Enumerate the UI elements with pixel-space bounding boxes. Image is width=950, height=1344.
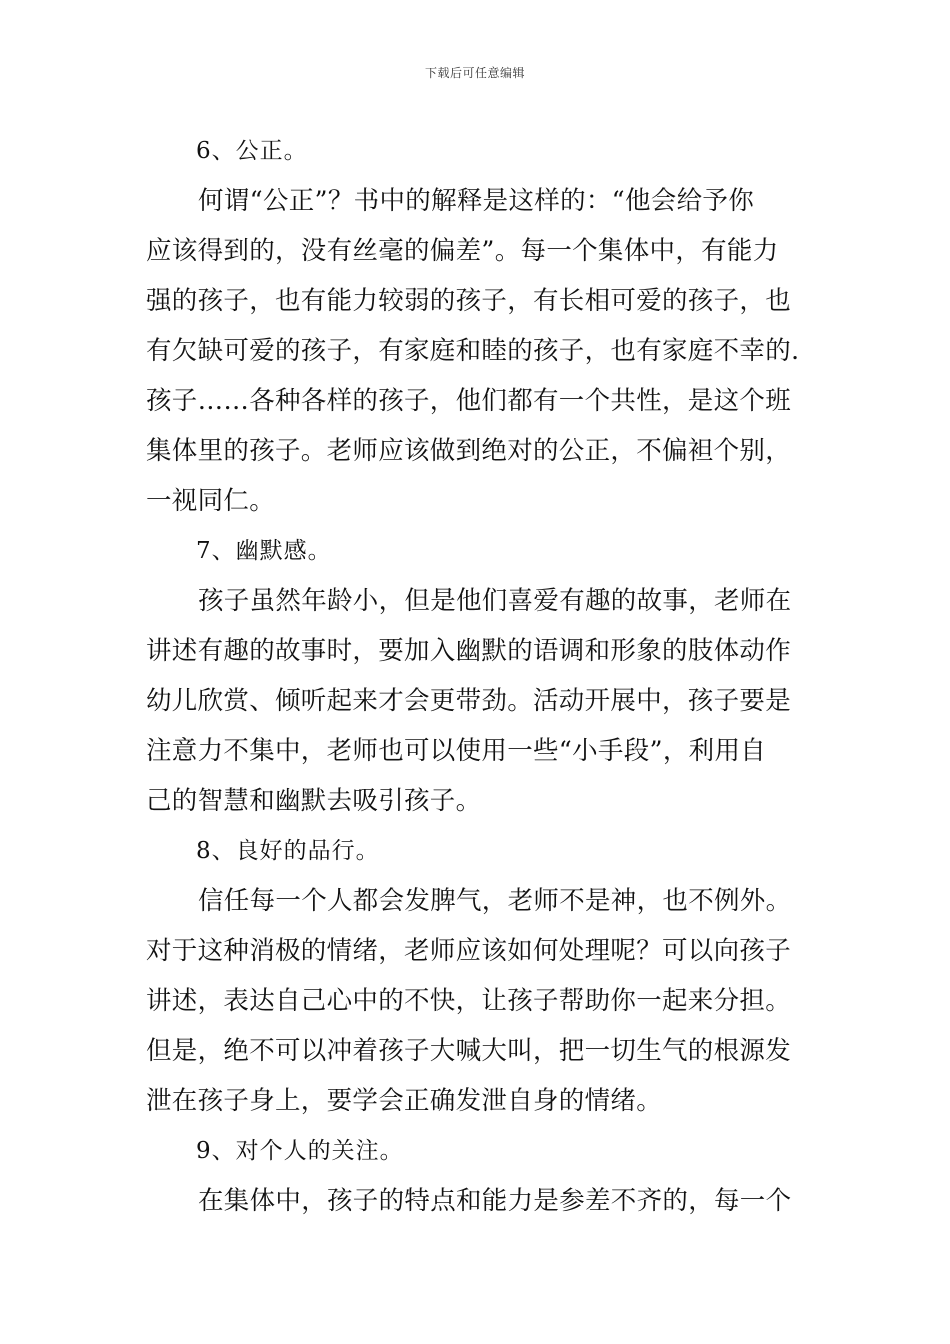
paragraph-line: 孩子……各种各样的孩子，他们都有一个共性，是这个班 bbox=[146, 386, 792, 416]
page-header: 下载后可任意编辑 bbox=[424, 66, 525, 80]
paragraph-line: 讲述有趣的故事时，要加入幽默的语调和形象的肢体动作 bbox=[146, 636, 792, 666]
section-heading-9: 9、对个人的关注。 bbox=[196, 1138, 404, 1164]
paragraph-line: 一视同仁。 bbox=[146, 486, 276, 516]
section-heading-6: 6、公正。 bbox=[196, 138, 308, 164]
paragraph-line: 对于这种消极的情绪，老师应该如何处理呢？可以向孩子 bbox=[146, 936, 792, 966]
paragraph-line: 有欠缺可爱的孩子，有家庭和睦的孩子，也有家庭不幸的. bbox=[146, 336, 800, 366]
paragraph-line: 讲述，表达自己心中的不快，让孩子帮助你一起来分担。 bbox=[146, 986, 792, 1016]
paragraph-line: 在集体中，孩子的特点和能力是参差不齐的，每一个 bbox=[198, 1186, 792, 1216]
section-heading-7: 7、幽默感。 bbox=[196, 538, 332, 564]
paragraph-line: 强的孩子，也有能力较弱的孩子，有长相可爱的孩子，也 bbox=[146, 286, 792, 316]
paragraph-line: 己的智慧和幽默去吸引孩子。 bbox=[146, 786, 482, 816]
paragraph-line: 泄在孩子身上，要学会正确发泄自身的情绪。 bbox=[146, 1086, 663, 1116]
paragraph-line: 但是，绝不可以冲着孩子大喊大叫，把一切生气的根源发 bbox=[146, 1036, 792, 1066]
paragraph-line: 孩子虽然年龄小，但是他们喜爱有趣的故事，老师在 bbox=[198, 586, 792, 616]
document-body bbox=[146, 126, 806, 1226]
paragraph-line: 注意力不集中，老师也可以使用一些“小手段”，利用自 bbox=[146, 736, 767, 766]
paragraph-line: 应该得到的，没有丝毫的偏差”。每一个集体中，有能力 bbox=[146, 236, 779, 266]
paragraph-line: 何谓“公正”？书中的解释是这样的：“他会给予你 bbox=[198, 186, 755, 216]
section-heading-8: 8、良好的品行。 bbox=[196, 838, 380, 864]
paragraph-line: 信任每一个人都会发脾气，老师不是神，也不例外。 bbox=[198, 886, 792, 916]
paragraph-line: 集体里的孩子。老师应该做到绝对的公正，不偏袒个别， bbox=[146, 436, 792, 466]
paragraph-line: 幼儿欣赏、倾听起来才会更带劲。活动开展中，孩子要是 bbox=[146, 686, 792, 716]
